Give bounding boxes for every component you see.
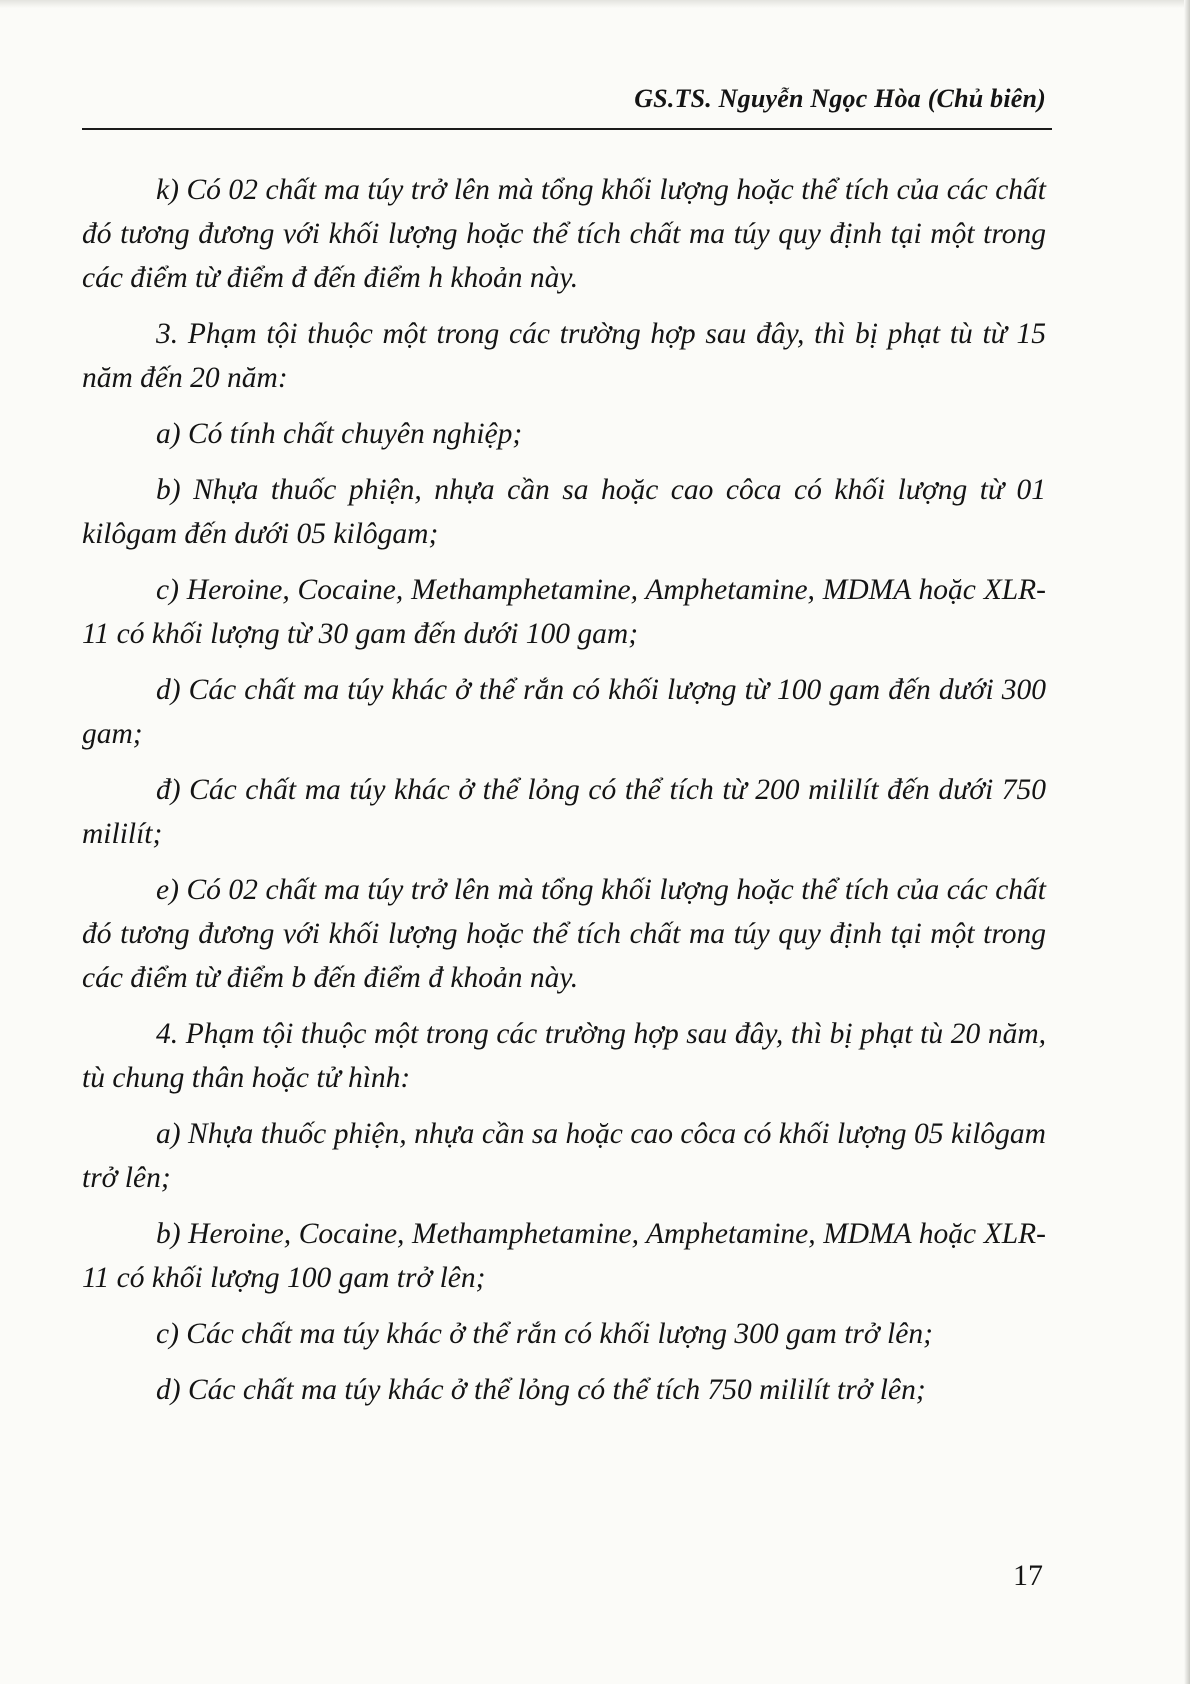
- body-text: [82, 168, 1046, 1424]
- scan-edge-right: [1184, 0, 1190, 1684]
- paragraph-k: k) Có 02 chất ma túy trở lên mà tổng khối lượng hoặc thể tích của các chất đó tương đương với khối lượng hoặc thể tích chất ma túy quy định tại một trong các điểm từ điểm đ đến điểm h khoản này.: [82, 174, 1046, 294]
- paragraph-3d: d) Các chất ma túy khác ở thể rắn có khối lượng từ 100 gam đến dưới 300 gam;: [82, 674, 1046, 750]
- page-number: 17: [1013, 1559, 1043, 1592]
- header-title: GS.TS. Nguyễn Ngọc Hòa (Chủ biên): [634, 84, 1046, 113]
- running-header: [82, 82, 1052, 130]
- paragraph-3dd: đ) Các chất ma túy khác ở thể lỏng có thể tích từ 200 mililít đến dưới 750 mililít;: [82, 774, 1046, 850]
- paragraph-4a: a) Nhựa thuốc phiện, nhựa cần sa hoặc cao côca có khối lượng 05 kilôgam trở lên;: [82, 1118, 1046, 1194]
- paragraph-3e: e) Có 02 chất ma túy trở lên mà tổng khối lượng hoặc thể tích của các chất đó tương đương với khối lượng hoặc thể tích chất ma túy quy định tại một trong các điểm từ điểm b đến điểm đ khoản này.: [82, 874, 1046, 994]
- paragraph-3b: b) Nhựa thuốc phiện, nhựa cần sa hoặc cao côca có khối lượng từ 01 kilôgam đến dưới 05 kilôgam;: [82, 474, 1046, 550]
- scan-edge-top: [0, 0, 1190, 8]
- paragraph-clause-3: 3. Phạm tội thuộc một trong các trường hợp sau đây, thì bị phạt tù từ 15 năm đến 20 năm:: [82, 318, 1046, 394]
- paragraph-4b: b) Heroine, Cocaine, Methamphetamine, Amphetamine, MDMA hoặc XLR-11 có khối lượng 100 gam trở lên;: [82, 1218, 1046, 1294]
- paragraph-4c: c) Các chất ma túy khác ở thể rắn có khối lượng 300 gam trở lên;: [156, 1318, 933, 1350]
- paragraph-3a: a) Có tính chất chuyên nghiệp;: [156, 418, 523, 450]
- paragraph-clause-4: 4. Phạm tội thuộc một trong các trường hợp sau đây, thì bị phạt tù 20 năm, tù chung thân hoặc tử hình:: [82, 1018, 1046, 1094]
- paragraph-3c: c) Heroine, Cocaine, Methamphetamine, Amphetamine, MDMA hoặc XLR-11 có khối lượng từ 30 gam đến dưới 100 gam;: [82, 574, 1046, 650]
- paragraph-4d: d) Các chất ma túy khác ở thể lỏng có thể tích 750 mililít trở lên;: [156, 1374, 926, 1406]
